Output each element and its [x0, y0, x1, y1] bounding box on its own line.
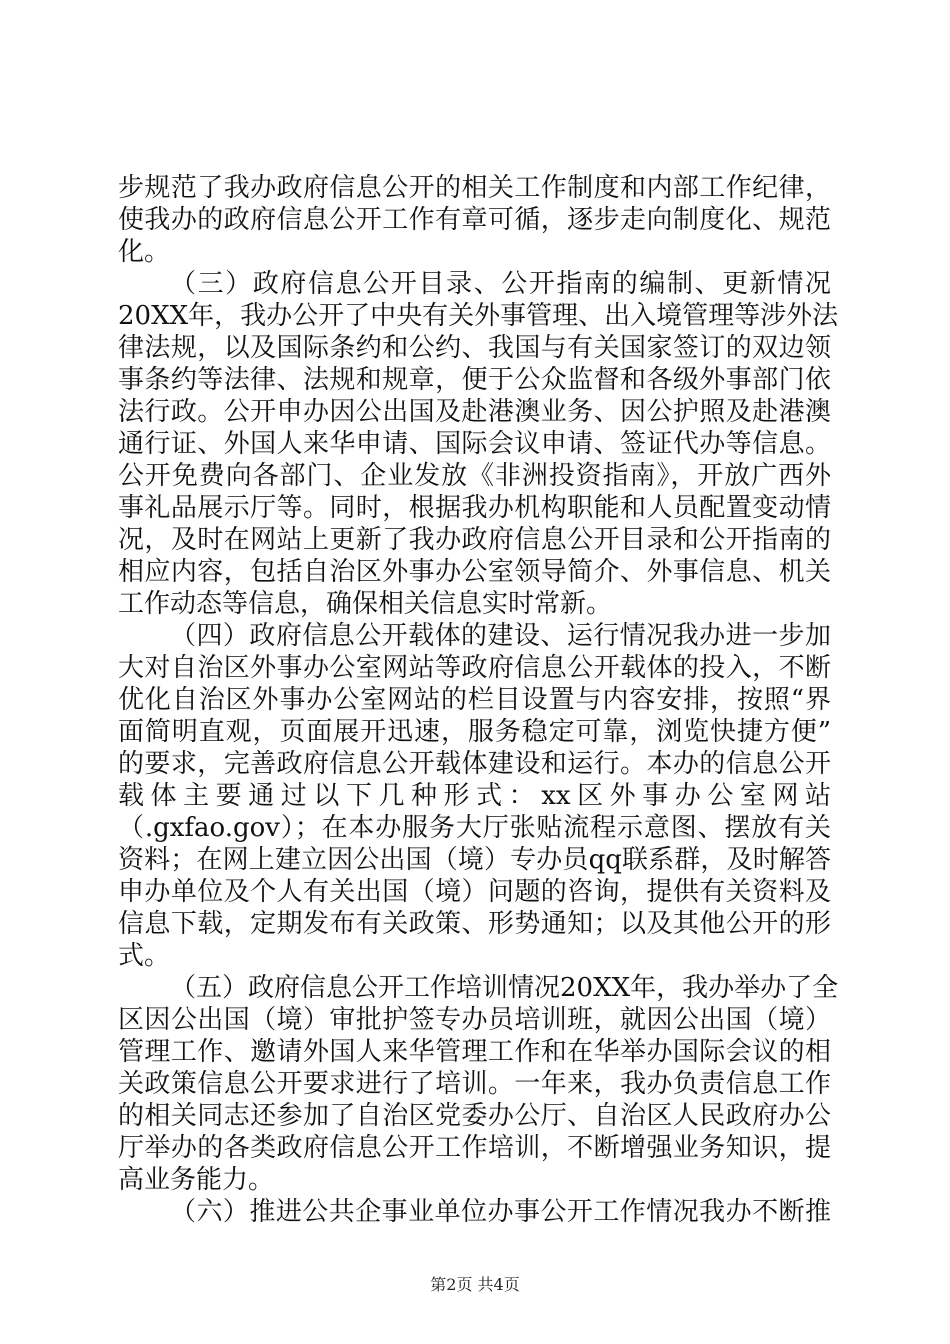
text-line: 使我办的政府信息公开工作有章可循，逐步走向制度化、规范	[118, 205, 831, 235]
section-heading-3: （三）政府信息公开目录、公开指南的编制、更新情况	[170, 269, 831, 299]
text-line: 申办单位及个人有关出国（境）问题的咨询，提供有关资料及	[118, 877, 831, 907]
text-line: 关政策信息公开要求进行了培训。一年来，我办负责信息工作	[118, 1069, 831, 1099]
text-line: 工作动态等信息，确保相关信息实时常新。	[118, 589, 613, 619]
text-line: 载体主要通过以下几种形式：xx区外事办公室网站	[118, 781, 831, 811]
text-line: 资料；在网上建立因公出国（境）专办员qq联系群，及时解答	[118, 845, 831, 875]
text-line: 厅举办的各类政府信息公开工作培训，不断增强业务知识，提	[118, 1133, 831, 1163]
text-line: 事礼品展示厅等。同时，根据我办机构职能和人员配置变动情	[118, 493, 831, 523]
text-line: 的要求，完善政府信息公开载体建设和运行。本办的信息公开	[118, 749, 831, 779]
text-line: 优化自治区外事办公室网站的栏目设置与内容安排，按照“界	[118, 685, 831, 715]
section-heading-5: （五）政府信息公开工作培训情况20XX年，我办举办了全	[170, 973, 839, 1003]
text-line: 大对自治区外事办公室网站等政府信息公开载体的投入，不断	[118, 653, 831, 683]
text-line: （.gxfao.gov）；在本办服务大厅张贴流程示意图、摆放有关	[118, 813, 831, 843]
text-line: 相应内容，包括自治区外事办公室领导简介、外事信息、机关	[118, 557, 831, 587]
text-line: 面简明直观，页面展开迅速，服务稳定可靠，浏览快捷方便”	[118, 717, 831, 747]
text-line: 管理工作、邀请外国人来华管理工作和在华举办国际会议的相	[118, 1037, 831, 1067]
text-line: 的相关同志还参加了自治区党委办公厅、自治区人民政府办公	[118, 1101, 831, 1131]
text-line: 高业务能力。	[118, 1165, 275, 1195]
text-line: 事条约等法律、法规和规章，便于公众监督和各级外事部门依	[118, 365, 831, 395]
text-line: 化。	[118, 237, 171, 267]
page-number-footer: 第2页 共4页	[430, 1275, 520, 1294]
text-line: 公开免费向各部门、企业发放《非洲投资指南》，开放广西外	[118, 461, 831, 491]
text-line: 区因公出国（境）审批护签专办员培训班，就因公出国（境）	[118, 1005, 831, 1035]
text-line: 式。	[118, 941, 171, 971]
text-line: 步规范了我办政府信息公开的相关工作制度和内部工作纪律，	[118, 173, 831, 203]
text-line: 况，及时在网站上更新了我办政府信息公开目录和公开指南的	[118, 525, 831, 555]
section-heading-4: （四）政府信息公开载体的建设、运行情况我办进一步加	[170, 621, 831, 651]
text-line: 20XX年，我办公开了中央有关外事管理、出入境管理等涉外法	[118, 301, 839, 331]
text-line: 律法规，以及国际条约和公约、我国与有关国家签订的双边领	[118, 333, 831, 363]
text-line: 通行证、外国人来华申请、国际会议申请、签证代办等信息。	[118, 429, 831, 459]
section-heading-6: （六）推进公共企事业单位办事公开工作情况我办不断推	[170, 1197, 831, 1227]
document-body	[118, 172, 839, 1228]
text-line: 法行政。公开申办因公出国及赴港澳业务、因公护照及赴港澳	[118, 397, 831, 427]
text-line: 信息下载，定期发布有关政策、形势通知；以及其他公开的形	[118, 909, 831, 939]
